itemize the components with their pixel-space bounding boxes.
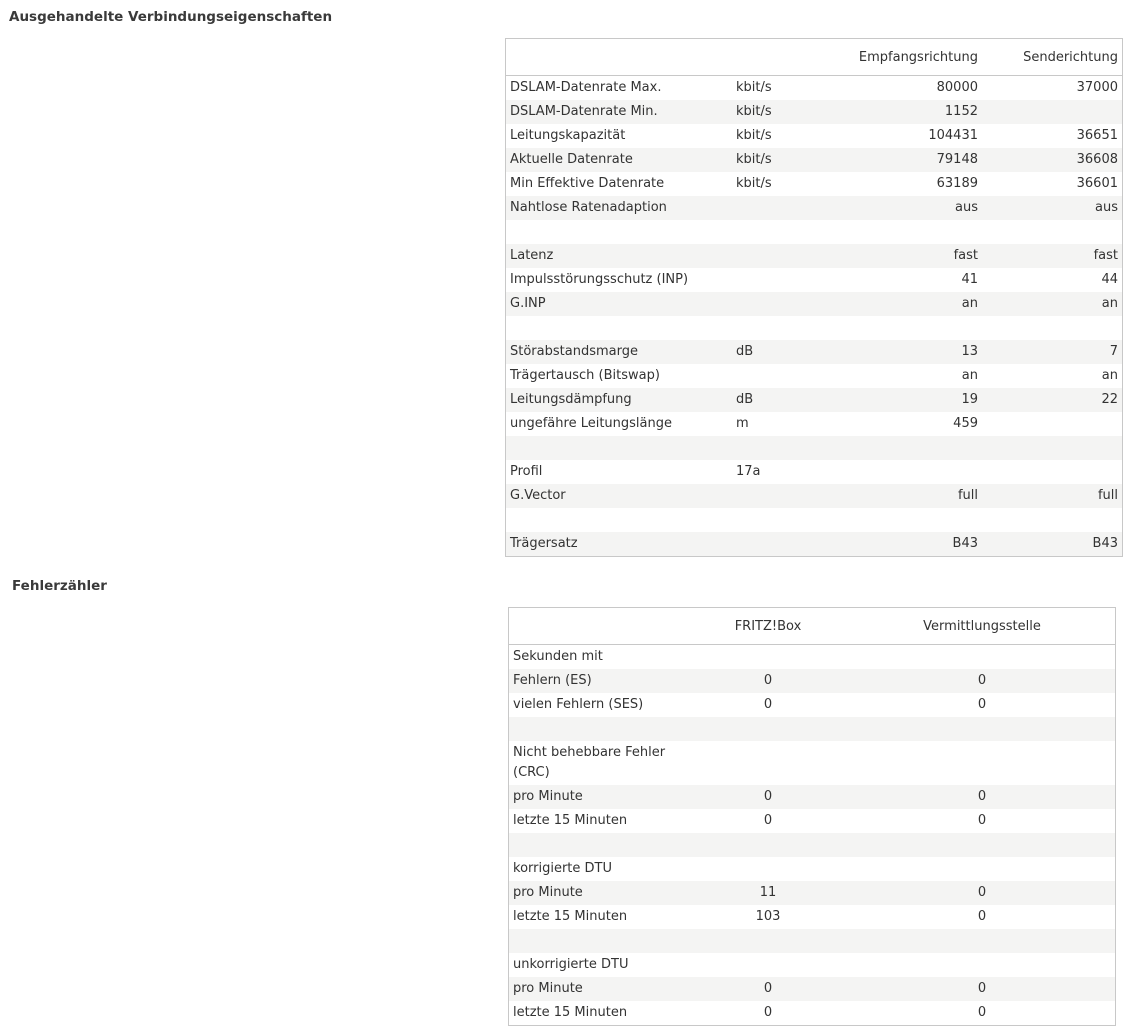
table-row xyxy=(509,953,1116,977)
table-row xyxy=(509,977,1116,1001)
connection-section-title: Ausgehandelte Verbindungseigenschaften xyxy=(9,9,333,25)
downstream-value: 41 xyxy=(826,268,978,292)
row-unit xyxy=(732,316,826,340)
upstream-value xyxy=(978,412,1123,436)
downstream-value: 13 xyxy=(826,340,978,364)
row-unit: 17a xyxy=(732,460,826,484)
row-unit xyxy=(732,292,826,316)
row-label: DSLAM-Datenrate Min. xyxy=(506,100,733,124)
table-row xyxy=(509,785,1116,809)
table-row xyxy=(509,693,1116,717)
downstream-value xyxy=(826,436,978,460)
row-label: Trägertausch (Bitswap) xyxy=(506,364,733,388)
upstream-value xyxy=(978,508,1123,532)
row-label: unkorrigierte DTU xyxy=(509,953,674,977)
row-label: DSLAM-Datenrate Max. xyxy=(506,76,733,101)
table-row xyxy=(506,292,1123,316)
exchange-value: 0 xyxy=(863,693,1116,717)
table-row xyxy=(506,244,1123,268)
exchange-value: 0 xyxy=(863,977,1116,1001)
exchange-value xyxy=(863,645,1116,670)
downstream-value: an xyxy=(826,292,978,316)
downstream-value: 80000 xyxy=(826,76,978,101)
downstream-value: 1152 xyxy=(826,100,978,124)
row-label xyxy=(506,508,733,532)
row-label: pro Minute xyxy=(509,881,674,905)
table-row xyxy=(506,76,1123,101)
downstream-value: 459 xyxy=(826,412,978,436)
fritzbox-value: 0 xyxy=(673,1001,863,1026)
spacer-row xyxy=(506,220,1123,244)
row-label: G.Vector xyxy=(506,484,733,508)
row-unit xyxy=(732,268,826,292)
row-unit: kbit/s xyxy=(732,148,826,172)
fritzbox-value: 0 xyxy=(673,693,863,717)
downstream-value xyxy=(826,460,978,484)
row-label: Aktuelle Datenrate xyxy=(506,148,733,172)
column-header-label xyxy=(506,39,733,76)
row-label: G.INP xyxy=(506,292,733,316)
row-label xyxy=(509,833,674,857)
fritzbox-value xyxy=(673,645,863,670)
column-header-unit xyxy=(732,39,826,76)
upstream-value: B43 xyxy=(978,532,1123,557)
row-label: Störabstandsmarge xyxy=(506,340,733,364)
exchange-value xyxy=(863,833,1116,857)
downstream-value xyxy=(826,316,978,340)
spacer-row xyxy=(509,833,1116,857)
fritzbox-value xyxy=(673,953,863,977)
table-row xyxy=(506,412,1123,436)
row-label: Leitungsdämpfung xyxy=(506,388,733,412)
table-row xyxy=(506,460,1123,484)
row-label: Latenz xyxy=(506,244,733,268)
table-row xyxy=(509,645,1116,670)
row-label: korrigierte DTU xyxy=(509,857,674,881)
upstream-value: 36601 xyxy=(978,172,1123,196)
row-unit: dB xyxy=(732,388,826,412)
spacer-row xyxy=(506,508,1123,532)
error-counter-section-title: Fehlerzähler xyxy=(12,578,107,594)
table-row xyxy=(506,172,1123,196)
row-label: Profil xyxy=(506,460,733,484)
fritzbox-value xyxy=(673,929,863,953)
table-row xyxy=(509,741,1116,785)
exchange-value xyxy=(863,953,1116,977)
spacer-row xyxy=(506,436,1123,460)
fritzbox-value: 0 xyxy=(673,785,863,809)
row-unit xyxy=(732,244,826,268)
upstream-value: 7 xyxy=(978,340,1123,364)
spacer-row xyxy=(506,316,1123,340)
exchange-value xyxy=(863,857,1116,881)
row-label: ungefähre Leitungslänge xyxy=(506,412,733,436)
exchange-value xyxy=(863,929,1116,953)
upstream-value: aus xyxy=(978,196,1123,220)
exchange-value: 0 xyxy=(863,881,1116,905)
row-unit: kbit/s xyxy=(732,124,826,148)
upstream-value xyxy=(978,436,1123,460)
upstream-value: 36651 xyxy=(978,124,1123,148)
upstream-value xyxy=(978,100,1123,124)
downstream-value: 104431 xyxy=(826,124,978,148)
row-unit xyxy=(732,532,826,557)
fritzbox-value: 0 xyxy=(673,809,863,833)
row-unit xyxy=(732,196,826,220)
fritzbox-value: 11 xyxy=(673,881,863,905)
column-header-label xyxy=(509,608,674,645)
downstream-value: full xyxy=(826,484,978,508)
upstream-value: 37000 xyxy=(978,76,1123,101)
exchange-value xyxy=(863,717,1116,741)
fritzbox-value: 0 xyxy=(673,977,863,1001)
row-unit: kbit/s xyxy=(732,76,826,101)
row-unit: dB xyxy=(732,340,826,364)
downstream-value: 19 xyxy=(826,388,978,412)
row-label: letzte 15 Minuten xyxy=(509,905,674,929)
table-row xyxy=(509,669,1116,693)
exchange-value: 0 xyxy=(863,905,1116,929)
column-header-downstream: Empfangsrichtung xyxy=(826,39,978,76)
row-unit: kbit/s xyxy=(732,172,826,196)
row-label: pro Minute xyxy=(509,977,674,1001)
row-label: Trägersatz xyxy=(506,532,733,557)
table-row xyxy=(509,881,1116,905)
fritzbox-value: 0 xyxy=(673,669,863,693)
table-row xyxy=(506,340,1123,364)
downstream-value: B43 xyxy=(826,532,978,557)
exchange-value: 0 xyxy=(863,809,1116,833)
fritzbox-value xyxy=(673,741,863,785)
downstream-value xyxy=(826,220,978,244)
downstream-value: an xyxy=(826,364,978,388)
exchange-value xyxy=(863,741,1116,785)
downstream-value: fast xyxy=(826,244,978,268)
upstream-value: an xyxy=(978,292,1123,316)
row-label: Impulsstörungsschutz (INP) xyxy=(506,268,733,292)
table-header-row xyxy=(509,608,1116,645)
table-row xyxy=(509,1001,1116,1026)
exchange-value: 0 xyxy=(863,785,1116,809)
downstream-value xyxy=(826,508,978,532)
table-row xyxy=(506,124,1123,148)
row-label xyxy=(506,220,733,244)
row-unit xyxy=(732,436,826,460)
row-unit: kbit/s xyxy=(732,100,826,124)
row-label: letzte 15 Minuten xyxy=(509,809,674,833)
table-row xyxy=(506,148,1123,172)
exchange-value: 0 xyxy=(863,1001,1116,1026)
fritzbox-value xyxy=(673,717,863,741)
row-unit xyxy=(732,484,826,508)
upstream-value: 36608 xyxy=(978,148,1123,172)
row-label: vielen Fehlern (SES) xyxy=(509,693,674,717)
upstream-value: full xyxy=(978,484,1123,508)
exchange-value: 0 xyxy=(863,669,1116,693)
row-label xyxy=(509,717,674,741)
table-row xyxy=(506,196,1123,220)
upstream-value: 22 xyxy=(978,388,1123,412)
column-header-upstream: Senderichtung xyxy=(978,39,1123,76)
row-label: Nahtlose Ratenadaption xyxy=(506,196,733,220)
fritzbox-value xyxy=(673,833,863,857)
upstream-value: 44 xyxy=(978,268,1123,292)
table-row xyxy=(509,905,1116,929)
row-label: Nicht behebbare Fehler (CRC) xyxy=(509,741,674,785)
upstream-value xyxy=(978,460,1123,484)
upstream-value xyxy=(978,220,1123,244)
upstream-value: fast xyxy=(978,244,1123,268)
error-counter-table xyxy=(508,607,1116,1026)
table-header-row xyxy=(506,39,1123,76)
row-label: pro Minute xyxy=(509,785,674,809)
table-row xyxy=(506,532,1123,557)
row-label xyxy=(506,316,733,340)
downstream-value: 79148 xyxy=(826,148,978,172)
column-header-fritzbox: FRITZ!Box xyxy=(673,608,863,645)
row-unit: m xyxy=(732,412,826,436)
row-label: Min Effektive Datenrate xyxy=(506,172,733,196)
fritzbox-value xyxy=(673,857,863,881)
connection-properties-table xyxy=(505,38,1123,557)
table-row xyxy=(509,809,1116,833)
upstream-value: an xyxy=(978,364,1123,388)
row-label: Fehlern (ES) xyxy=(509,669,674,693)
row-label xyxy=(506,436,733,460)
row-label: Leitungskapazität xyxy=(506,124,733,148)
upstream-value xyxy=(978,316,1123,340)
row-label xyxy=(509,929,674,953)
table-row xyxy=(506,484,1123,508)
column-header-exchange: Vermittlungsstelle xyxy=(863,608,1116,645)
row-label: letzte 15 Minuten xyxy=(509,1001,674,1026)
spacer-row xyxy=(509,929,1116,953)
downstream-value: aus xyxy=(826,196,978,220)
table-row xyxy=(506,268,1123,292)
table-row xyxy=(506,388,1123,412)
spacer-row xyxy=(509,717,1116,741)
table-row xyxy=(509,857,1116,881)
downstream-value: 63189 xyxy=(826,172,978,196)
row-unit xyxy=(732,220,826,244)
fritzbox-value: 103 xyxy=(673,905,863,929)
row-unit xyxy=(732,508,826,532)
row-unit xyxy=(732,364,826,388)
table-row xyxy=(506,100,1123,124)
row-label: Sekunden mit xyxy=(509,645,674,670)
table-row xyxy=(506,364,1123,388)
